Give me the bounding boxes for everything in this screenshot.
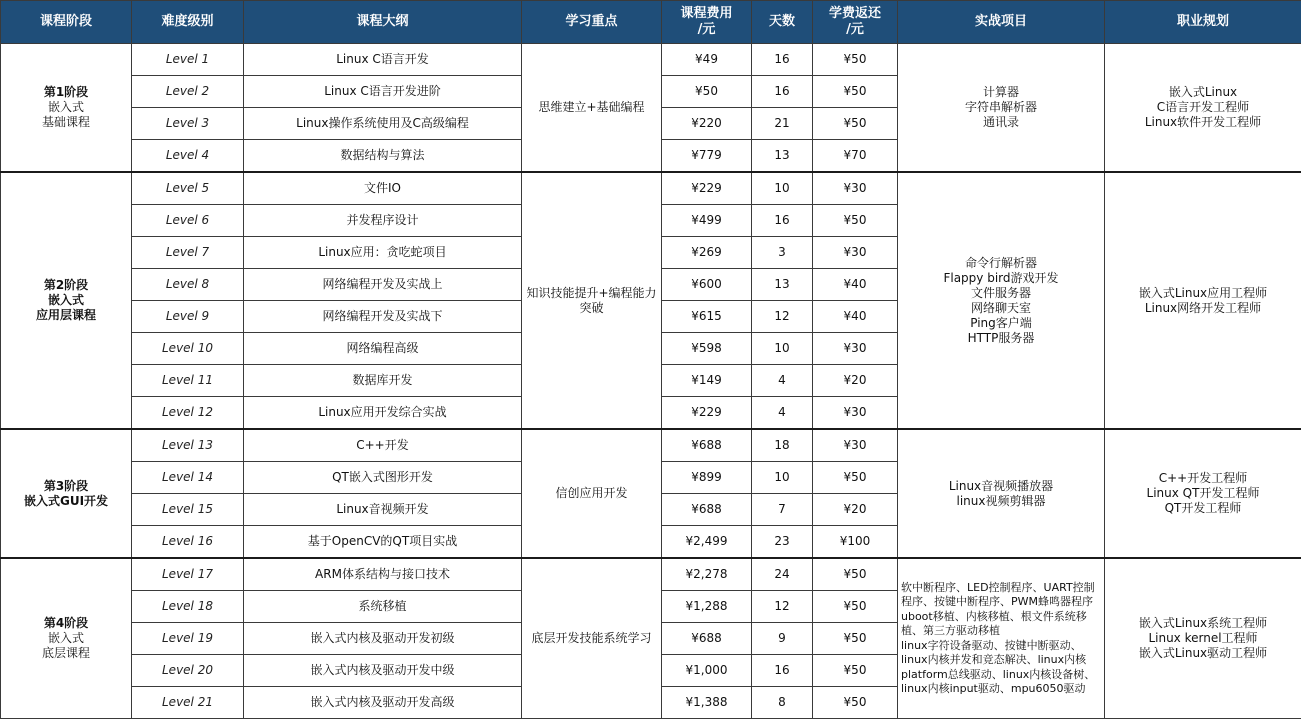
rebate-cell: ¥100 — [813, 526, 898, 559]
stage-cell — [1, 429, 132, 558]
level-cell: Level 5 — [132, 172, 244, 205]
rebate-cell: ¥30 — [813, 237, 898, 269]
fee-cell: ¥269 — [662, 237, 752, 269]
rebate-cell: ¥20 — [813, 494, 898, 526]
career-cell: 嵌入式Linux应用工程师 Linux网络开发工程师 — [1105, 172, 1301, 429]
focus-cell: 信创应用开发 — [522, 429, 662, 558]
outline-cell: 网络编程开发及实战上 — [244, 269, 522, 301]
days-cell: 16 — [752, 44, 813, 76]
header-focus: 学习重点 — [522, 1, 662, 44]
fee-cell: ¥779 — [662, 140, 752, 173]
fee-cell: ¥220 — [662, 108, 752, 140]
rebate-cell: ¥30 — [813, 429, 898, 462]
outline-cell: 网络编程高级 — [244, 333, 522, 365]
days-cell: 9 — [752, 623, 813, 655]
rebate-cell: ¥40 — [813, 301, 898, 333]
rebate-cell: ¥50 — [813, 462, 898, 494]
stage-name: 第4阶段 — [5, 616, 127, 631]
rebate-cell: ¥70 — [813, 140, 898, 173]
level-cell: Level 6 — [132, 205, 244, 237]
fee-cell: ¥688 — [662, 429, 752, 462]
table-row — [1, 429, 1301, 462]
rebate-cell: ¥50 — [813, 687, 898, 719]
stage-subtitle: 底层课程 — [5, 646, 127, 661]
rebate-cell: ¥40 — [813, 269, 898, 301]
outline-cell: Linux应用开发综合实战 — [244, 397, 522, 430]
table-row — [1, 44, 1301, 76]
days-cell: 21 — [752, 108, 813, 140]
level-cell: Level 3 — [132, 108, 244, 140]
level-cell: Level 19 — [132, 623, 244, 655]
outline-cell: 数据结构与算法 — [244, 140, 522, 173]
outline-cell: Linux C语言开发 — [244, 44, 522, 76]
rebate-cell: ¥50 — [813, 44, 898, 76]
header-outline: 课程大纲 — [244, 1, 522, 44]
stage-subtitle: 基础课程 — [5, 115, 127, 130]
project-cell: 命令行解析器 Flappy bird游戏开发 文件服务器 网络聊天室 Ping客户端 HTTP服务器 — [898, 172, 1105, 429]
fee-cell: ¥499 — [662, 205, 752, 237]
project-cell: 计算器 字符串解析器 通讯录 — [898, 44, 1105, 173]
outline-cell: 网络编程开发及实战下 — [244, 301, 522, 333]
outline-cell: 文件IO — [244, 172, 522, 205]
header-stage: 课程阶段 — [1, 1, 132, 44]
outline-cell: 数据库开发 — [244, 365, 522, 397]
rebate-cell: ¥30 — [813, 397, 898, 430]
outline-cell: Linux应用：贪吃蛇项目 — [244, 237, 522, 269]
days-cell: 13 — [752, 140, 813, 173]
days-cell: 24 — [752, 558, 813, 591]
stage-name: 第1阶段 — [5, 85, 127, 100]
level-cell: Level 18 — [132, 591, 244, 623]
header-project: 实战项目 — [898, 1, 1105, 44]
outline-cell: C++开发 — [244, 429, 522, 462]
header-days: 天数 — [752, 1, 813, 44]
project-cell: Linux音视频播放器 linux视频剪辑器 — [898, 429, 1105, 558]
rebate-cell: ¥50 — [813, 205, 898, 237]
stage-subtitle: 嵌入式 — [5, 631, 127, 646]
outline-cell: 系统移植 — [244, 591, 522, 623]
rebate-cell: ¥50 — [813, 623, 898, 655]
fee-cell: ¥2,278 — [662, 558, 752, 591]
outline-cell: Linux C语言开发进阶 — [244, 76, 522, 108]
outline-cell: 基于OpenCV的QT项目实战 — [244, 526, 522, 559]
days-cell: 12 — [752, 301, 813, 333]
rebate-cell: ¥50 — [813, 108, 898, 140]
career-cell: C++开发工程师 Linux QT开发工程师 QT开发工程师 — [1105, 429, 1301, 558]
days-cell: 10 — [752, 462, 813, 494]
outline-cell: Linux音视频开发 — [244, 494, 522, 526]
level-cell: Level 14 — [132, 462, 244, 494]
fee-cell: ¥229 — [662, 397, 752, 430]
level-cell: Level 21 — [132, 687, 244, 719]
level-cell: Level 7 — [132, 237, 244, 269]
stage-subtitle: 应用层课程 — [5, 308, 127, 323]
stage-cell — [1, 558, 132, 719]
career-cell: 嵌入式Linux C语言开发工程师 Linux软件开发工程师 — [1105, 44, 1301, 173]
header-fee: 课程费用 /元 — [662, 1, 752, 44]
fee-cell: ¥600 — [662, 269, 752, 301]
outline-cell: ARM体系结构与接口技术 — [244, 558, 522, 591]
rebate-cell: ¥50 — [813, 591, 898, 623]
fee-cell: ¥149 — [662, 365, 752, 397]
rebate-cell: ¥50 — [813, 76, 898, 108]
fee-cell: ¥615 — [662, 301, 752, 333]
days-cell: 3 — [752, 237, 813, 269]
focus-cell: 知识技能提升+编程能力突破 — [522, 172, 662, 429]
outline-cell: Linux操作系统使用及C高级编程 — [244, 108, 522, 140]
focus-cell: 底层开发技能系统学习 — [522, 558, 662, 719]
fee-cell: ¥598 — [662, 333, 752, 365]
level-cell: Level 12 — [132, 397, 244, 430]
fee-cell: ¥688 — [662, 494, 752, 526]
stage-subtitle: 嵌入式GUI开发 — [5, 494, 127, 509]
days-cell: 7 — [752, 494, 813, 526]
stage-name: 第2阶段 — [5, 278, 127, 293]
level-cell: Level 10 — [132, 333, 244, 365]
days-cell: 4 — [752, 397, 813, 430]
focus-cell: 思维建立+基础编程 — [522, 44, 662, 173]
rebate-cell: ¥50 — [813, 655, 898, 687]
level-cell: Level 8 — [132, 269, 244, 301]
days-cell: 10 — [752, 333, 813, 365]
header-row — [1, 1, 1301, 44]
project-cell: 软中断程序、LED控制程序、UART控制程序、按键中断程序、PWM蜂鸣器程序uboot移植、内核移植、根文件系统移植、第三方驱动移植 linux字符设备驱动、按键中断驱动、linux内核并发和竞态解决、linux内核platform总线驱动、linux内核设备树、linux内核input驱动、mpu6050驱动 — [898, 558, 1105, 719]
rebate-cell: ¥50 — [813, 558, 898, 591]
days-cell: 8 — [752, 687, 813, 719]
rebate-cell: ¥30 — [813, 172, 898, 205]
fee-cell: ¥49 — [662, 44, 752, 76]
fee-cell: ¥899 — [662, 462, 752, 494]
table-row — [1, 172, 1301, 205]
rebate-cell: ¥30 — [813, 333, 898, 365]
career-cell: 嵌入式Linux系统工程师 Linux kernel工程师 嵌入式Linux驱动工程师 — [1105, 558, 1301, 719]
table-row — [1, 558, 1301, 591]
fee-cell: ¥1,288 — [662, 591, 752, 623]
stage-subtitle: 嵌入式 — [5, 100, 127, 115]
fee-cell: ¥1,388 — [662, 687, 752, 719]
header-level: 难度级别 — [132, 1, 244, 44]
stage-cell — [1, 172, 132, 429]
days-cell: 12 — [752, 591, 813, 623]
fee-cell: ¥229 — [662, 172, 752, 205]
table-body — [1, 44, 1301, 719]
fee-cell: ¥1,000 — [662, 655, 752, 687]
days-cell: 16 — [752, 205, 813, 237]
level-cell: Level 16 — [132, 526, 244, 559]
outline-cell: QT嵌入式图形开发 — [244, 462, 522, 494]
level-cell: Level 2 — [132, 76, 244, 108]
days-cell: 4 — [752, 365, 813, 397]
days-cell: 16 — [752, 655, 813, 687]
fee-cell: ¥50 — [662, 76, 752, 108]
fee-cell: ¥2,499 — [662, 526, 752, 559]
days-cell: 10 — [752, 172, 813, 205]
level-cell: Level 1 — [132, 44, 244, 76]
level-cell: Level 11 — [132, 365, 244, 397]
days-cell: 18 — [752, 429, 813, 462]
fee-cell: ¥688 — [662, 623, 752, 655]
rebate-cell: ¥20 — [813, 365, 898, 397]
level-cell: Level 15 — [132, 494, 244, 526]
header-career: 职业规划 — [1105, 1, 1301, 44]
stage-cell — [1, 44, 132, 173]
days-cell: 16 — [752, 76, 813, 108]
level-cell: Level 4 — [132, 140, 244, 173]
level-cell: Level 13 — [132, 429, 244, 462]
outline-cell: 嵌入式内核及驱动开发初级 — [244, 623, 522, 655]
days-cell: 13 — [752, 269, 813, 301]
stage-subtitle: 嵌入式 — [5, 293, 127, 308]
level-cell: Level 9 — [132, 301, 244, 333]
level-cell: Level 17 — [132, 558, 244, 591]
days-cell: 23 — [752, 526, 813, 559]
outline-cell: 嵌入式内核及驱动开发高级 — [244, 687, 522, 719]
outline-cell: 嵌入式内核及驱动开发中级 — [244, 655, 522, 687]
level-cell: Level 20 — [132, 655, 244, 687]
header-rebate: 学费返还 /元 — [813, 1, 898, 44]
stage-name: 第3阶段 — [5, 479, 127, 494]
outline-cell: 并发程序设计 — [244, 205, 522, 237]
